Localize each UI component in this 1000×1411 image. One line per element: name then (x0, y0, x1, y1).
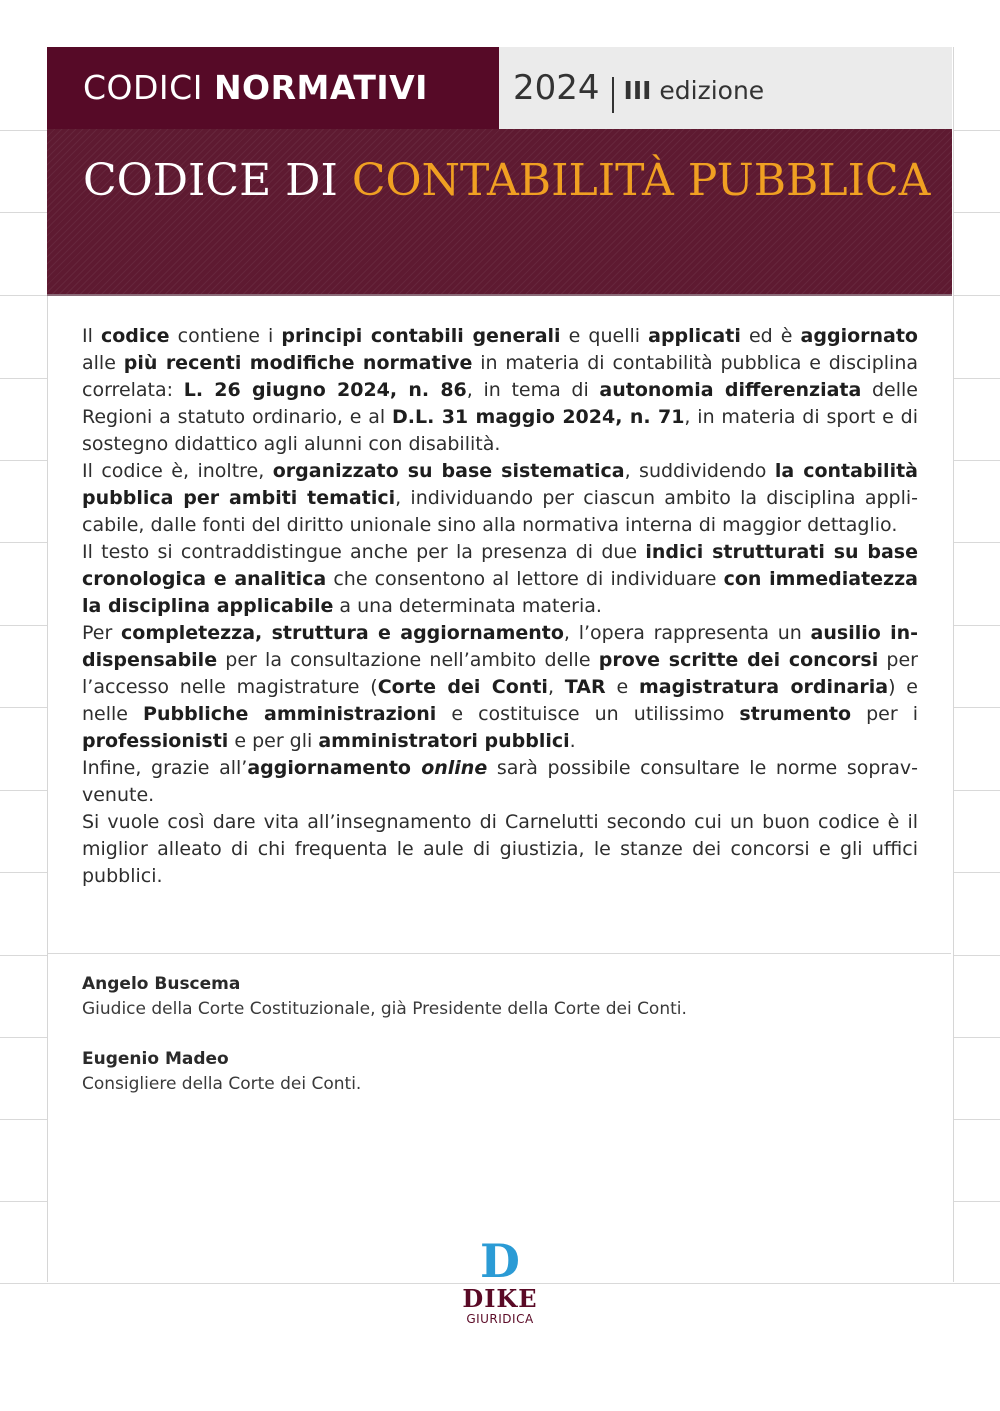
emphasis-text: aggiornamento (247, 757, 422, 779)
body-text-run: e costituisce un utilissimo (436, 703, 740, 725)
description-text (82, 323, 918, 890)
body-text-run: alle (82, 352, 124, 374)
body-text-run: Il testo si contraddistingue anche per la presenza di due (82, 541, 646, 563)
body-text-run: per la consultazione nell’ambito delle (217, 649, 599, 671)
emphasis-text: amministratori pubblici (318, 730, 570, 752)
body-text-run: a una determinata materia. (333, 595, 602, 617)
author-role: Giudice della Corte Costituzionale, già Presidente della Corte dei Conti. (82, 999, 687, 1019)
body-text-run: per l’accesso nelle magistrature ( (82, 649, 918, 698)
emphasis-text: con immediatezza la disciplina applicabile (82, 568, 918, 617)
emphasis-text: L. 26 giugno 2024, n. 86 (183, 379, 467, 401)
body-text-run: sarà possibile consultare le norme sopravvenute. (82, 757, 918, 806)
emphasis-text: prove scritte dei concorsi (598, 649, 879, 671)
body-text-run: ed è (740, 325, 801, 347)
body-text-run: e (605, 676, 639, 698)
body-text-run: Per (82, 622, 122, 644)
body-text-run: , suddividendo (624, 460, 775, 482)
description-paragraph (82, 620, 918, 755)
body-text-run: ) e nelle (82, 676, 918, 725)
emphasis-text: magistratura ordinaria (638, 676, 889, 698)
edition-year: 2024 (513, 68, 600, 108)
body-text-run: Il (82, 325, 101, 347)
emphasis-text: organizzato su base sistematica (272, 460, 625, 482)
description-paragraph (82, 539, 918, 620)
emphasis-text: più recenti modifiche normative (123, 352, 473, 374)
description-paragraph (82, 323, 918, 458)
body-text-run: , in materia di sport e di sostegno didattico agli alunni con disabilità. (82, 406, 918, 455)
body-text-run: , in tema di (466, 379, 600, 401)
body-text-run: . (569, 730, 576, 752)
emphasis-text: la contabilità pubblica per ambiti tematici (82, 460, 918, 509)
title-banner (47, 129, 952, 296)
series-label (47, 47, 499, 129)
publisher-subtitle: GIURIDICA (466, 1312, 534, 1326)
publisher-logo (440, 1234, 560, 1326)
emphasis-text: applicati (648, 325, 741, 347)
body-text-run: Il codice è, inoltre, (82, 460, 273, 482)
emphasis-text: online (421, 757, 488, 779)
emphasis-text: Pubbliche amministrazioni (143, 703, 437, 725)
emphasis-text: aggiornato (800, 325, 918, 347)
body-text-run: , (547, 676, 565, 698)
publisher-monogram: D (480, 1234, 520, 1288)
body-text-run: , individuando per ciascun ambito la disciplina applicabile, dalle fonti del diritto unionale sino alla normativa interna di maggior dettaglio. (82, 487, 918, 536)
author-name: Angelo Buscema (82, 974, 241, 994)
emphasis-text: professionisti (82, 730, 229, 752)
body-text-run: , l’opera rappresenta un (563, 622, 811, 644)
emphasis-text: D.L. 31 maggio 2024, n. 71 (391, 406, 685, 428)
emphasis-text: indici strutturati su base cronologica e analitica (82, 541, 918, 590)
series-label-light: CODICI (83, 68, 214, 107)
section-divider (48, 953, 951, 954)
author-entry (82, 971, 902, 1021)
emphasis-text: codice (100, 325, 170, 347)
emphasis-text: principi contabili generali (281, 325, 561, 347)
emphasis-text: strumento (739, 703, 852, 725)
author-role: Consigliere della Corte dei Conti. (82, 1074, 362, 1094)
emphasis-text: TAR (564, 676, 606, 698)
emphasis-text: autonomia differenziata (599, 379, 862, 401)
body-text-run: e per gli (228, 730, 319, 752)
body-text-run: che consentono al lettore di individuare (326, 568, 724, 590)
edition-number: III (623, 76, 652, 105)
publisher-name: DIKE (462, 1284, 538, 1313)
body-text-run: delle Regioni a statuto ordinario, e al (82, 379, 918, 428)
edition-label: edizione (651, 76, 765, 105)
emphasis-text: Corte dei Conti (377, 676, 548, 698)
emphasis-text: completezza, struttura e aggiornamento (121, 622, 564, 644)
author-name: Eugenio Madeo (82, 1049, 229, 1069)
book-title-prefix: CODICE DI (83, 155, 352, 206)
emphasis-text: ausilio indispensabile (82, 622, 919, 671)
edition-separator (612, 77, 614, 113)
description-paragraph (82, 458, 918, 539)
body-text-run: in materia di contabilità pubblica e disciplina correlata: (82, 352, 919, 401)
description-paragraph (82, 755, 918, 809)
description-paragraph (82, 809, 918, 890)
body-text-run: contiene i (169, 325, 282, 347)
book-title (83, 151, 930, 211)
body-text-run: Si vuole così dare vita all’insegnamento di Carnelutti secondo cui un buon codice è il miglior alleato di chi frequenta le aule di giustizia, le stanze dei concorsi e gli uffici pubblici. (82, 811, 918, 887)
author-entry (82, 1046, 902, 1096)
body-text-run: Infine, grazie all’ (82, 757, 248, 779)
body-text-run: per i (851, 703, 919, 725)
edition-info (499, 47, 952, 129)
body-text-run: e quelli (560, 325, 649, 347)
series-label-bold: NORMATIVI (213, 68, 428, 107)
book-title-highlight: CONTABILITÀ PUBBLICA (351, 155, 931, 206)
